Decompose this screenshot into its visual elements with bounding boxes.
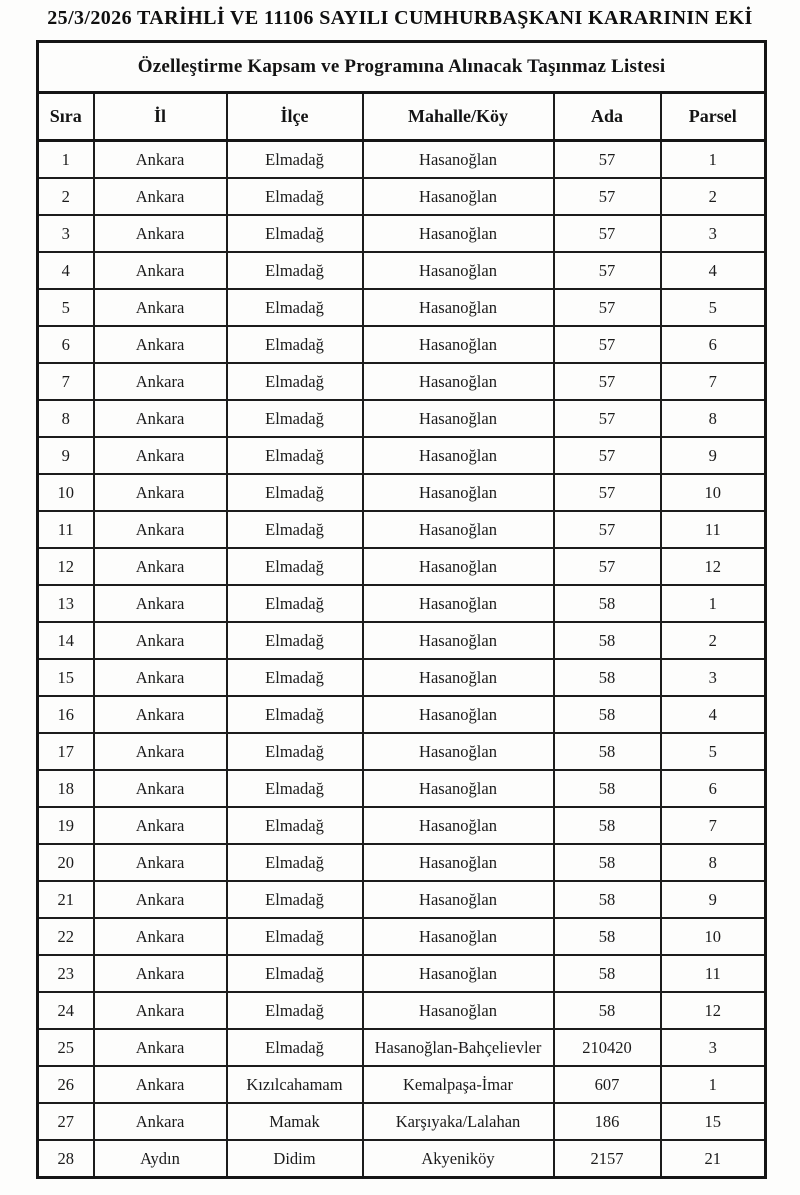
table-cell: 57 <box>554 289 661 326</box>
table-cell: 11 <box>38 511 94 548</box>
table-cell: 6 <box>661 770 766 807</box>
table-row <box>38 289 766 326</box>
table-row <box>38 844 766 881</box>
table-cell: 10 <box>38 474 94 511</box>
table-cell: Elmadağ <box>227 141 363 179</box>
table-cell: Elmadağ <box>227 437 363 474</box>
table-cell: Ankara <box>94 474 227 511</box>
table-cell: Hasanoğlan <box>363 141 554 179</box>
table-cell: Ankara <box>94 400 227 437</box>
table-cell: Mamak <box>227 1103 363 1140</box>
table-cell: 25 <box>38 1029 94 1066</box>
table-cell: Ankara <box>94 585 227 622</box>
table-cell: 210420 <box>554 1029 661 1066</box>
table-cell: Hasanoğlan <box>363 178 554 215</box>
table-cell: 7 <box>38 363 94 400</box>
table-cell: 58 <box>554 844 661 881</box>
table-row <box>38 326 766 363</box>
table-cell: 21 <box>661 1140 766 1178</box>
table-row <box>38 474 766 511</box>
table-row <box>38 696 766 733</box>
table-cell: Kızılcahamam <box>227 1066 363 1103</box>
table-cell: 9 <box>38 437 94 474</box>
table-cell: Ankara <box>94 1066 227 1103</box>
table-row <box>38 1066 766 1103</box>
table-cell: Elmadağ <box>227 178 363 215</box>
table-cell: 58 <box>554 918 661 955</box>
table-cell: 57 <box>554 215 661 252</box>
table-cell: Ankara <box>94 770 227 807</box>
table-caption: Özelleştirme Kapsam ve Programına Alınacak Taşınmaz Listesi <box>38 42 766 93</box>
table-cell: Ankara <box>94 215 227 252</box>
table-cell: Hasanoğlan <box>363 215 554 252</box>
table-cell: Hasanoğlan <box>363 807 554 844</box>
table-row <box>38 400 766 437</box>
table-cell: 8 <box>38 400 94 437</box>
table-cell: Ankara <box>94 326 227 363</box>
table-cell: 4 <box>661 252 766 289</box>
table-cell: 26 <box>38 1066 94 1103</box>
table-cell: Ankara <box>94 992 227 1029</box>
table-cell: Didim <box>227 1140 363 1178</box>
table-cell: Ankara <box>94 807 227 844</box>
table-cell: Elmadağ <box>227 881 363 918</box>
table-cell: 186 <box>554 1103 661 1140</box>
table-cell: Ankara <box>94 178 227 215</box>
table-cell: Hasanoğlan <box>363 400 554 437</box>
table-cell: Elmadağ <box>227 326 363 363</box>
table-row <box>38 252 766 289</box>
table-body <box>38 141 766 1178</box>
table-cell: 8 <box>661 844 766 881</box>
table-cell: Ankara <box>94 659 227 696</box>
table-row <box>38 437 766 474</box>
table-cell: 4 <box>661 696 766 733</box>
table-cell: Hasanoğlan <box>363 696 554 733</box>
table-cell: Elmadağ <box>227 1029 363 1066</box>
table-cell: Hasanoğlan <box>363 548 554 585</box>
table-cell: 607 <box>554 1066 661 1103</box>
table-cell: Elmadağ <box>227 252 363 289</box>
table-row <box>38 215 766 252</box>
table-cell: 57 <box>554 363 661 400</box>
table-cell: 15 <box>38 659 94 696</box>
table-cell: 11 <box>661 511 766 548</box>
table-cell: Kemalpaşa-İmar <box>363 1066 554 1103</box>
column-header-il: İl <box>94 93 227 141</box>
table-cell: 1 <box>38 141 94 179</box>
table-cell: Ankara <box>94 548 227 585</box>
table-cell: Hasanoğlan-Bahçelievler <box>363 1029 554 1066</box>
table-cell: 3 <box>661 659 766 696</box>
table-cell: Hasanoğlan <box>363 770 554 807</box>
table-cell: 3 <box>661 215 766 252</box>
column-header-parsel: Parsel <box>661 93 766 141</box>
table-cell: 57 <box>554 326 661 363</box>
table-cell: 58 <box>554 881 661 918</box>
table-cell: 5 <box>38 289 94 326</box>
table-row <box>38 511 766 548</box>
table-cell: Hasanoğlan <box>363 474 554 511</box>
table-cell: Elmadağ <box>227 548 363 585</box>
table-cell: Akyeniköy <box>363 1140 554 1178</box>
table-cell: 7 <box>661 363 766 400</box>
table-row <box>38 770 766 807</box>
table-row <box>38 1103 766 1140</box>
table-cell: Hasanoğlan <box>363 992 554 1029</box>
table-row <box>38 955 766 992</box>
property-list-table <box>36 40 767 1179</box>
table-cell: Elmadağ <box>227 955 363 992</box>
table-cell: Ankara <box>94 955 227 992</box>
table-cell: Hasanoğlan <box>363 289 554 326</box>
table-cell: 10 <box>661 918 766 955</box>
table-cell: Elmadağ <box>227 918 363 955</box>
table-cell: 19 <box>38 807 94 844</box>
table-cell: 13 <box>38 585 94 622</box>
table-cell: Elmadağ <box>227 733 363 770</box>
table-cell: Hasanoğlan <box>363 659 554 696</box>
table-cell: 9 <box>661 437 766 474</box>
table-cell: 15 <box>661 1103 766 1140</box>
table-cell: Aydın <box>94 1140 227 1178</box>
column-header-sira: Sıra <box>38 93 94 141</box>
table-cell: Elmadağ <box>227 400 363 437</box>
table-cell: Ankara <box>94 252 227 289</box>
table-cell: Ankara <box>94 363 227 400</box>
table-cell: Hasanoğlan <box>363 918 554 955</box>
table-cell: 11 <box>661 955 766 992</box>
table-cell: 58 <box>554 770 661 807</box>
table-cell: Elmadağ <box>227 992 363 1029</box>
table-cell: 57 <box>554 252 661 289</box>
table-cell: Elmadağ <box>227 659 363 696</box>
table-cell: 5 <box>661 289 766 326</box>
table-cell: Ankara <box>94 437 227 474</box>
table-row <box>38 548 766 585</box>
table-cell: 58 <box>554 696 661 733</box>
table-cell: Elmadağ <box>227 363 363 400</box>
table-row <box>38 992 766 1029</box>
caption-row <box>38 42 766 93</box>
table-cell: Elmadağ <box>227 770 363 807</box>
table-cell: Hasanoğlan <box>363 881 554 918</box>
table-cell: Ankara <box>94 1029 227 1066</box>
table-cell: 58 <box>554 807 661 844</box>
table-cell: 7 <box>661 807 766 844</box>
table-cell: 23 <box>38 955 94 992</box>
column-header-ilce: İlçe <box>227 93 363 141</box>
table-cell: Elmadağ <box>227 622 363 659</box>
table-cell: Hasanoğlan <box>363 733 554 770</box>
table-cell: Ankara <box>94 918 227 955</box>
table-row <box>38 363 766 400</box>
table-cell: 17 <box>38 733 94 770</box>
table-cell: Ankara <box>94 844 227 881</box>
table-cell: Hasanoğlan <box>363 511 554 548</box>
table-cell: Hasanoğlan <box>363 437 554 474</box>
table-cell: Hasanoğlan <box>363 252 554 289</box>
table-cell: Elmadağ <box>227 585 363 622</box>
table-cell: Elmadağ <box>227 215 363 252</box>
table-cell: Hasanoğlan <box>363 585 554 622</box>
table-cell: 18 <box>38 770 94 807</box>
table-cell: 57 <box>554 511 661 548</box>
table-cell: Elmadağ <box>227 474 363 511</box>
table-cell: Ankara <box>94 289 227 326</box>
table-cell: 58 <box>554 733 661 770</box>
table-cell: Elmadağ <box>227 511 363 548</box>
table-cell: 2 <box>661 622 766 659</box>
table-cell: 58 <box>554 992 661 1029</box>
table-cell: 58 <box>554 659 661 696</box>
table-cell: Hasanoğlan <box>363 844 554 881</box>
table-cell: 57 <box>554 141 661 179</box>
table-row <box>38 659 766 696</box>
page-title: 25/3/2026 TARİHLİ VE 11106 SAYILI CUMHURBAŞKANI KARARININ EKİ <box>47 7 753 29</box>
table-cell: Ankara <box>94 141 227 179</box>
table-cell: 28 <box>38 1140 94 1178</box>
table-cell: Karşıyaka/Lalahan <box>363 1103 554 1140</box>
table-cell: 27 <box>38 1103 94 1140</box>
table-header <box>38 42 766 141</box>
table-cell: 20 <box>38 844 94 881</box>
table-row <box>38 178 766 215</box>
table-cell: 57 <box>554 400 661 437</box>
table-row <box>38 585 766 622</box>
table-cell: Ankara <box>94 696 227 733</box>
table-cell: 58 <box>554 585 661 622</box>
table-cell: 1 <box>661 1066 766 1103</box>
table-cell: Elmadağ <box>227 289 363 326</box>
table-row <box>38 881 766 918</box>
table-cell: 8 <box>661 400 766 437</box>
table-cell: Elmadağ <box>227 696 363 733</box>
table-cell: Hasanoğlan <box>363 326 554 363</box>
table-cell: 58 <box>554 622 661 659</box>
table-cell: 5 <box>661 733 766 770</box>
table-cell: 4 <box>38 252 94 289</box>
table-cell: 57 <box>554 548 661 585</box>
table-cell: 12 <box>661 992 766 1029</box>
table-cell: 24 <box>38 992 94 1029</box>
table-cell: 2157 <box>554 1140 661 1178</box>
table-cell: 1 <box>661 141 766 179</box>
table-cell: Ankara <box>94 733 227 770</box>
table-cell: Ankara <box>94 881 227 918</box>
table-cell: 57 <box>554 437 661 474</box>
table-row <box>38 918 766 955</box>
table-cell: 10 <box>661 474 766 511</box>
table-row <box>38 733 766 770</box>
column-header-ada: Ada <box>554 93 661 141</box>
table-cell: Elmadağ <box>227 807 363 844</box>
column-header-mahalle-koy: Mahalle/Köy <box>363 93 554 141</box>
table-cell: 57 <box>554 474 661 511</box>
table-row <box>38 807 766 844</box>
table-cell: 14 <box>38 622 94 659</box>
table-cell: 9 <box>661 881 766 918</box>
table-cell: 2 <box>38 178 94 215</box>
table-cell: 22 <box>38 918 94 955</box>
table-cell: 6 <box>661 326 766 363</box>
table-cell: Elmadağ <box>227 844 363 881</box>
table-row <box>38 622 766 659</box>
table-cell: Ankara <box>94 1103 227 1140</box>
table-cell: Hasanoğlan <box>363 622 554 659</box>
table-cell: Hasanoğlan <box>363 955 554 992</box>
table-cell: 1 <box>661 585 766 622</box>
table-cell: Ankara <box>94 511 227 548</box>
table-cell: 58 <box>554 955 661 992</box>
table-row <box>38 1029 766 1066</box>
column-header-row <box>38 93 766 141</box>
table-cell: 3 <box>661 1029 766 1066</box>
table-cell: Hasanoğlan <box>363 363 554 400</box>
table-cell: 16 <box>38 696 94 733</box>
table-cell: 3 <box>38 215 94 252</box>
table-cell: Ankara <box>94 622 227 659</box>
table-cell: 2 <box>661 178 766 215</box>
table-cell: 6 <box>38 326 94 363</box>
table-row <box>38 141 766 179</box>
table-cell: 12 <box>38 548 94 585</box>
table-row <box>38 1140 766 1178</box>
table-cell: 57 <box>554 178 661 215</box>
table-cell: 21 <box>38 881 94 918</box>
table-cell: 12 <box>661 548 766 585</box>
